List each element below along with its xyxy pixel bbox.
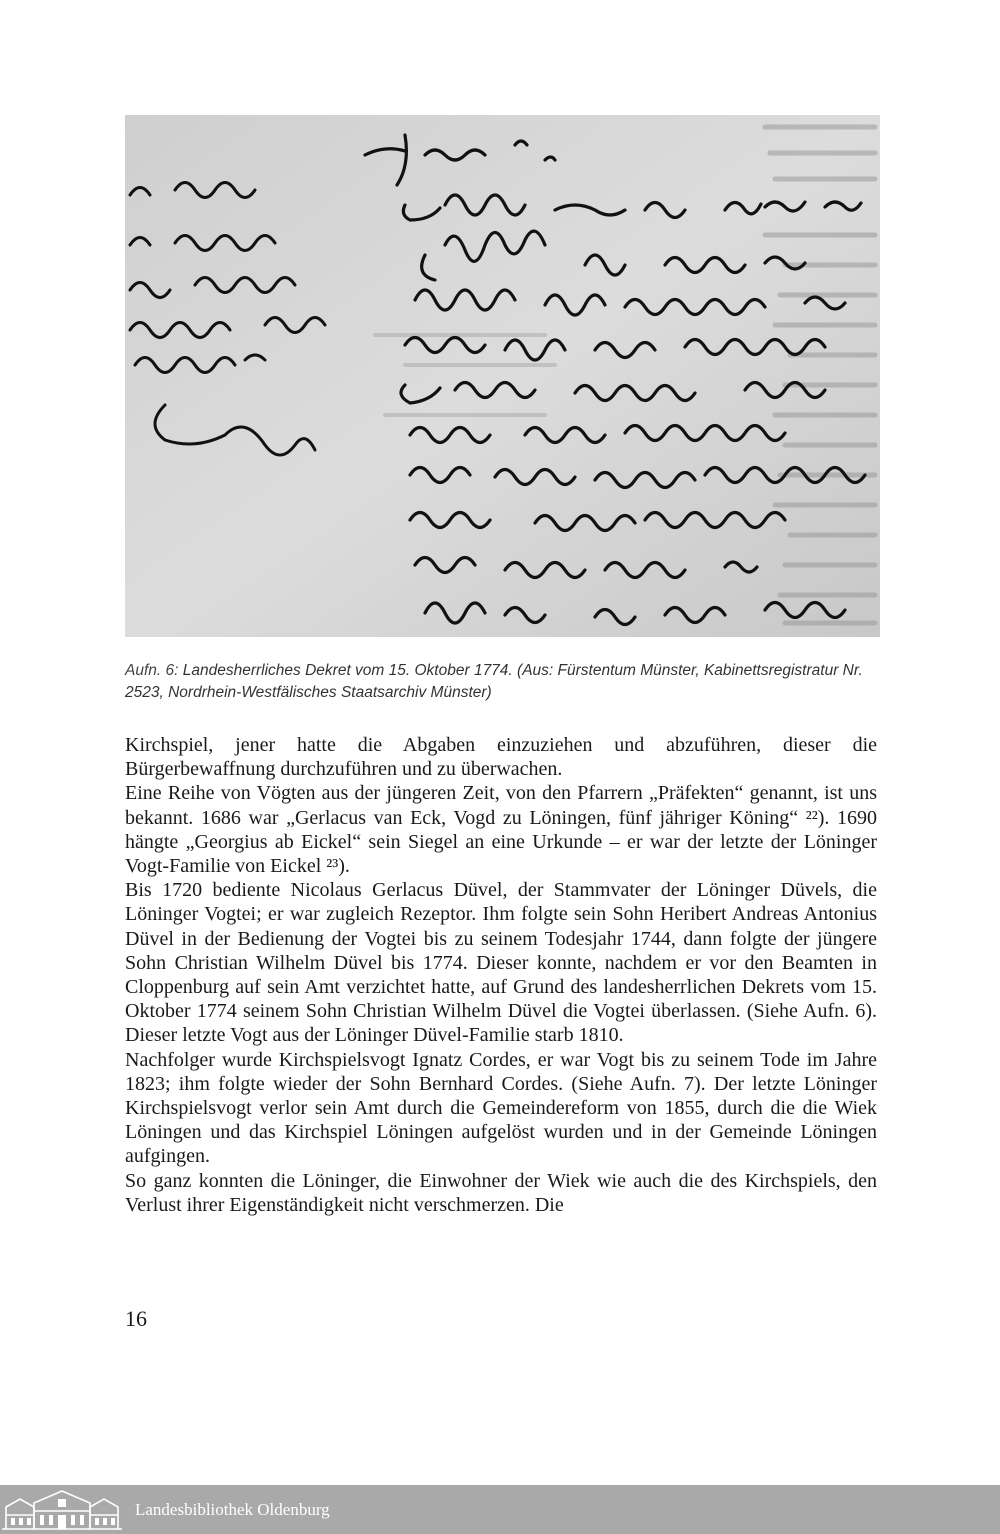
page-number: 16 bbox=[125, 1306, 147, 1331]
library-name: Landesbibliothek Oldenburg bbox=[135, 1499, 330, 1519]
footer-bar bbox=[0, 1485, 1000, 1534]
handwritten-decree-image bbox=[125, 115, 880, 637]
paragraph: So ganz konnten die Löninger, die Einwohner der Wiek wie auch die des Kirchspiels, den Verlust ihrer Eigenständigkeit nicht verschmerzen. Die bbox=[125, 1169, 877, 1216]
figure-caption bbox=[125, 660, 883, 704]
library-building-logo bbox=[0, 1485, 125, 1534]
paragraph: Kirchspiel, jener hatte die Abgaben einzuziehen und abzuführen, dieser die Bürgerbewaffnung durchzuführen und zu überwachen. bbox=[125, 734, 877, 781]
paragraph: Nachfolger wurde Kirchspielsvogt Ignatz Cordes, er war Vogt bis zu seinem Tode im Jahre 1823; ihm folgte wieder der Sohn Bernhard Cordes. (Siehe Aufn. 7). Der letzte Löninger Kirchspielsvogt verlor sein Amt durch die Gemeindereform von 1855, durch die die Wiek Löningen und das Kirchspiel Löningen aufgelöst wurden und in der Gemeinde Löningen aufgingen. bbox=[125, 1048, 877, 1168]
paragraph: Eine Reihe von Vögten aus der jüngeren Zeit, von den Pfarrern „Präfekten“ genannt, ist uns bekannt. 1686 war „Gerlacus van Eck, Vogd zu Löningen, fünf jähriger Köning“ ²²). 1690 hängte „Georgius ab Eickel“ sein Siegel an eine Urkunde – er war der letzte der Löninger Vogt-Familie von Eickel ²³). bbox=[125, 782, 877, 878]
paragraph: Bis 1720 bediente Nicolaus Gerlacus Düvel, der Stammvater der Löninger Düvels, die Löninger Vogtei; er war zugleich Rezeptor. Ihm folgte sein Sohn Heribert Andreas Antonius Düvel in der Bedienung der Vogtei bis zu seinem Todesjahr 1744, dann folgte der jüngere Sohn Christian Wilhelm Düvel bis 1774. Dieser konnte, nachdem er vor den Beamten in Cloppenburg auf sein Amt verzichtet hatte, auf Grund des landesherrlichen Dekrets vom 15. Oktober 1774 seinem Sohn Christian Wilhelm Düvel die Vogtei überlassen. (Siehe Aufn. 6). Dieser letzte Vogt aus der Löninger Düvel-Familie starb 1810. bbox=[125, 879, 877, 1047]
body-text bbox=[125, 733, 877, 1217]
caption-label: Aufn. 6: bbox=[125, 662, 179, 679]
caption-text: Landesherrliches Dekret vom 15. Oktober 1774. (Aus: Fürstentum Münster, Kabinettsregistratur Nr. 2523, Nordrhein-Westfälisches Staatsarchiv Münster) bbox=[125, 662, 863, 701]
